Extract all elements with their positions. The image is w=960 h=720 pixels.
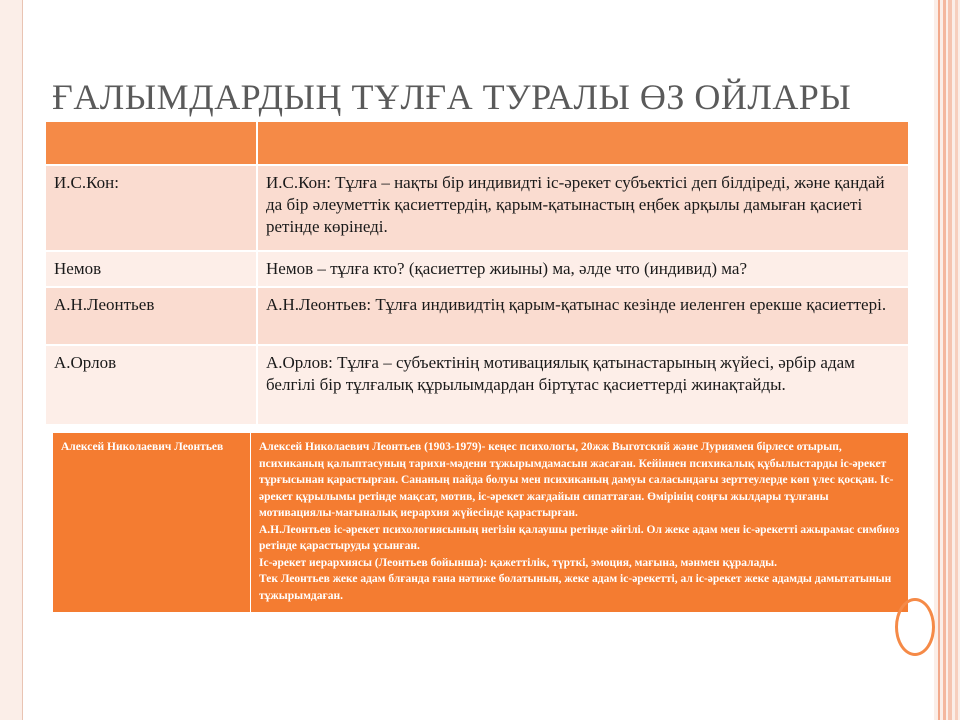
detail-paragraph: Алексей Николаевич Леонтьев (1903-1979)- кеңес психологы, 20жж Выготский және Луриямен бірлесе отырып, психиканың қалыптасуның тарихи-мәдени тұжырымдамасын жасаған. Кейіннен психикалық құбылыстарды іс-әрекет тұрғысынан қарастырған. Сананың пайда болуы мен психиканың дамуы саласындағы зерттеулерде көп үлес қосқан. Іс-әрекет құрылымы ретінде мақсат, мотив, іс-әрекет жағдайын сипаттаған. Өмірінің соңғы жылдары тұлғаны мотивациялы-мағыналық иерархия жүйесінде қарастырған. (259, 441, 894, 519)
left-border-decoration (0, 0, 23, 720)
header-cell (257, 121, 909, 165)
right-border-decoration (934, 0, 960, 720)
detail-paragraph: Іс-әрекет иерархиясы (Леонтьев бойынша): қажеттілік, түрткі, эмоция, мағына, мәнмен құралады. (259, 556, 777, 569)
scientists-table (44, 120, 910, 426)
table-row (45, 287, 909, 345)
scientist-name: И.С.Кон: (45, 165, 257, 251)
detail-name: Алексей Николаевич Леонтьев (53, 433, 251, 613)
detail-paragraph: А.Н.Леонтьев іс-әрекет психологиясының негізін қалаушы ретінде әйгілі. Ол жеке адам мен іс-әрекетті ажырамас симбиоз ретінде қарастыруды ұсынған. (259, 523, 900, 552)
right-stripe (943, 0, 946, 720)
detail-text (251, 433, 909, 613)
table-header-row (45, 121, 909, 165)
scientist-quote: И.С.Кон: Тұлға – нақты бір индивидті іс-әрекет субъектісі деп білдіреді, және қандай да бір әлеуметтік қасиеттердің, қарым-қатынастың еңбек арқылы дамыған қасиеті ретінде көрінеді. (257, 165, 909, 251)
right-stripe (955, 0, 958, 720)
leontiev-detail-table (52, 432, 909, 613)
table-row (53, 433, 909, 613)
scientist-name: Немов (45, 251, 257, 287)
scientist-quote: А.Н.Леонтьев: Тұлға индивидтің қарым-қатынас кезінде иеленген ерекше қасиеттері. (257, 287, 909, 345)
right-stripe (948, 0, 952, 720)
scientist-name: А.Н.Леонтьев (45, 287, 257, 345)
scientist-quote: Немов – тұлға кто? (қасиеттер жиыны) ма, әлде что (индивид) ма? (257, 251, 909, 287)
detail-paragraph: Тек Леонтьев жеке адам блғанда ғана нәтиже болатынын, жеке адам іс-әрекетті, ал іс-әрекет жеке адамды дамытатынын тұжырымдаған. (259, 573, 892, 602)
table-row (45, 165, 909, 251)
right-stripe (938, 0, 940, 720)
decorative-circle (895, 598, 935, 656)
scientist-name: А.Орлов (45, 345, 257, 425)
table-row (45, 345, 909, 425)
scientist-quote: А.Орлов: Тұлға – субъектінің мотивациялық қатынастарының жүйесі, әрбір адам белгілі бір тұлғалық құрылымдардан біртұтас қасиеттерді жинақтайды. (257, 345, 909, 425)
table-row (45, 251, 909, 287)
header-cell (45, 121, 257, 165)
slide-title: ҒАЛЫМДАРДЫҢ ТҰЛҒА ТУРАЛЫ ӨЗ ОЙЛАРЫ (52, 77, 852, 117)
